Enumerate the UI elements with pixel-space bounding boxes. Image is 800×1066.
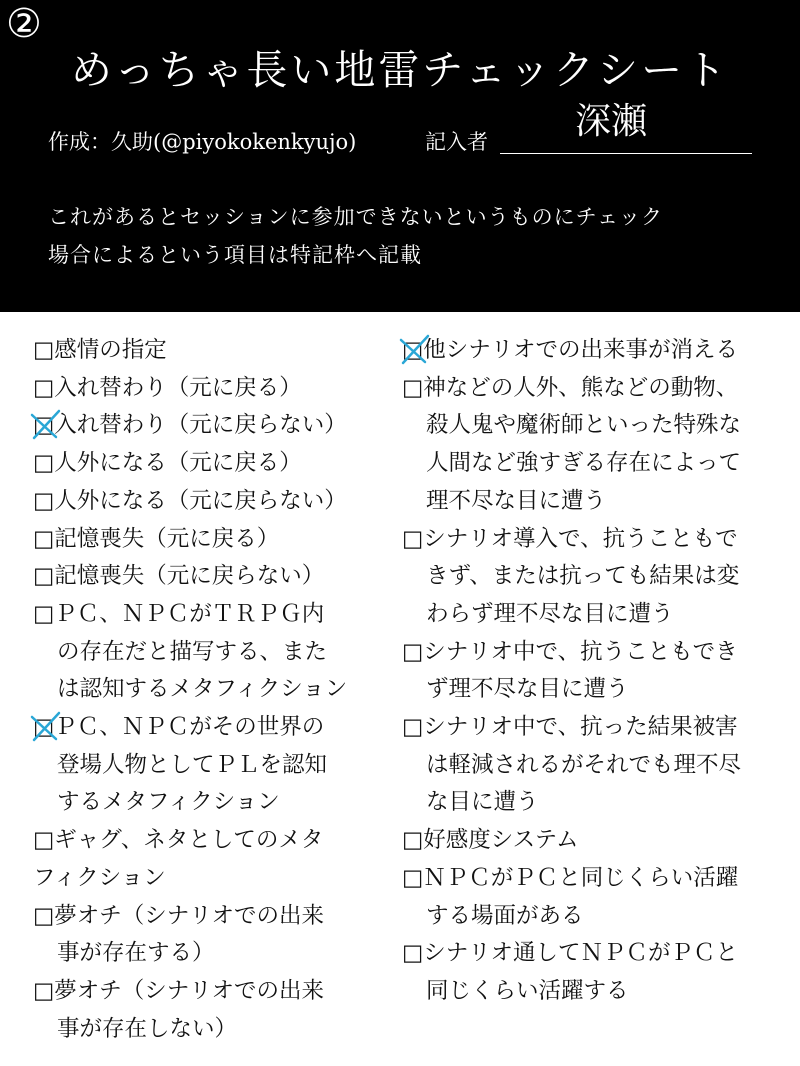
item-text: ＮＰＣがＰＣと同じくらい活躍 [423,864,739,891]
header-banner [0,0,800,312]
item-text: 記憶喪失（元に戻らない） [54,563,325,590]
sheet-number: ② [6,1,42,47]
checkbox[interactable]: □ [402,714,424,741]
item-first-line [402,935,787,973]
writer-name: 深瀬 [575,101,648,142]
item-text: シナリオ導入で、抗うこともで [423,525,738,552]
item-continuation-line: 事が存在しない） [57,1015,238,1042]
item-continuation-line: するメタフィクション [57,789,280,816]
checkbox[interactable]: □ [33,525,55,552]
item-continuation-line: 事が存在する） [57,940,215,967]
checkbox[interactable]: □ [33,563,55,590]
checkbox[interactable]: □ [402,940,424,967]
item-continuation-line: な目に遭う [426,789,539,816]
page-title: めっちゃ長い地雷チェックシート [70,46,730,94]
item-continuation-line: ず理不尽な目に遭う [426,676,629,703]
checklist-item[interactable] [33,483,388,521]
item-first-line [402,521,787,559]
item-continuation-line: 同じくらい活躍する [426,977,629,1004]
writer-label: 記入者 [425,130,488,154]
checklist-item[interactable] [33,822,388,897]
item-text: ＰＣ、ＮＰＣがＴＲＰＧ内 [54,600,325,627]
item-first-line [402,822,787,860]
item-text: 記憶喪失（元に戻る） [54,525,280,552]
item-continuation-line: フィクション [33,864,166,891]
checklist-item[interactable] [402,370,787,521]
checklist-item[interactable] [33,558,388,596]
item-continuation-line: きず、または抗っても結果は変 [426,563,740,590]
item-first-line [33,898,388,936]
checklist-item[interactable] [33,709,388,822]
checkbox[interactable]: □ [33,714,55,741]
checkbox[interactable]: □ [33,412,55,439]
checkbox[interactable]: □ [33,450,55,477]
item-first-line [402,709,787,747]
checklist-item[interactable] [402,709,787,822]
checklist-item[interactable] [33,973,388,1048]
item-text: シナリオ中で、抗うこともでき [423,638,738,665]
checklist-item[interactable] [402,822,787,860]
item-text: ＰＣ、ＮＰＣがその世界の [54,714,325,741]
item-first-line [33,483,388,521]
item-text: 夢オチ（シナリオでの出来 [54,977,325,1004]
checkbox[interactable]: □ [402,827,424,854]
item-first-line [33,445,388,483]
checkbox[interactable]: □ [33,374,55,401]
writer-underline [500,153,752,154]
item-text: 神などの人外、熊などの動物、 [423,374,739,401]
checkbox[interactable]: □ [33,827,55,854]
checklist-item[interactable] [402,332,787,370]
item-text: 人外になる（元に戻る） [54,450,302,477]
item-first-line [33,370,388,408]
item-text: 夢オチ（シナリオでの出来 [54,902,325,929]
item-continuation-line: する場面がある [426,902,584,929]
instruction-line: 場合によるという項目は特記枠へ記載 [48,243,422,267]
checklist-item[interactable] [33,898,388,973]
item-first-line [33,596,388,634]
checklist-item[interactable] [33,596,388,709]
instructions [48,198,768,274]
checklist-item[interactable] [33,370,388,408]
item-continuation-line: は軽減されるがそれでも理不尽 [426,751,742,778]
item-text: 入れ替わり（元に戻る） [54,374,302,401]
checklist-item[interactable] [402,860,787,935]
author-credit: 作成：久助(@piyokokenkyujo) [48,130,357,154]
left-checklist [33,332,388,1048]
checkbox[interactable]: □ [33,487,55,514]
checklist-item[interactable] [402,521,787,634]
item-text: 感情の指定 [54,337,167,363]
item-text: ギャグ、ネタとしてのメタ [54,827,324,854]
checkbox[interactable]: □ [402,374,424,401]
checklist-item[interactable] [33,407,388,445]
checkbox[interactable]: □ [33,977,55,1004]
item-continuation-line: 理不尽な目に遭う [426,487,607,514]
checklist-item[interactable] [402,634,787,709]
checkbox[interactable]: □ [33,600,55,627]
item-first-line [402,332,787,370]
item-first-line [402,860,787,898]
item-first-line [402,370,787,408]
item-first-line [402,634,787,672]
checkbox[interactable]: □ [33,902,55,929]
item-first-line [33,822,388,860]
item-continuation-line: 殺人鬼や魔術師といった特殊な [426,412,742,439]
item-continuation-line: わらず理不尽な目に遭う [426,600,674,627]
item-continuation-line: 登場人物としてＰＬを認知 [57,751,328,778]
checkbox[interactable]: □ [402,337,424,363]
item-text: 入れ替わり（元に戻らない） [54,412,347,439]
item-first-line [33,332,388,370]
checklist-item[interactable] [33,332,388,370]
item-text: 他シナリオでの出来事が消える [423,337,739,363]
instruction-line: これがあるとセッションに参加できないというものにチェック [48,205,663,229]
checkbox[interactable]: □ [402,638,424,665]
item-text: シナリオ中で、抗った結果被害 [423,714,738,741]
item-first-line [33,709,388,747]
checkbox[interactable]: □ [33,337,55,363]
item-text: シナリオ通してＮＰＣがＰＣと [423,940,739,967]
item-continuation-line: の存在だと描写する、また [57,638,328,665]
item-text: 人外になる（元に戻らない） [54,487,347,514]
item-first-line [33,558,388,596]
item-first-line [33,521,388,559]
checklist-item[interactable] [402,935,787,1010]
checklist-item[interactable] [33,445,388,483]
checkbox[interactable]: □ [402,864,424,891]
right-checklist [402,332,787,1011]
item-first-line [33,973,388,1011]
checklist-item[interactable] [33,521,388,559]
item-first-line [33,407,388,445]
item-continuation-line: は認知するメタフィクション [57,676,348,703]
item-text: 好感度システム [423,827,579,854]
checkbox[interactable]: □ [402,525,424,552]
item-continuation-line: 人間など強すぎる存在によって [426,450,742,477]
